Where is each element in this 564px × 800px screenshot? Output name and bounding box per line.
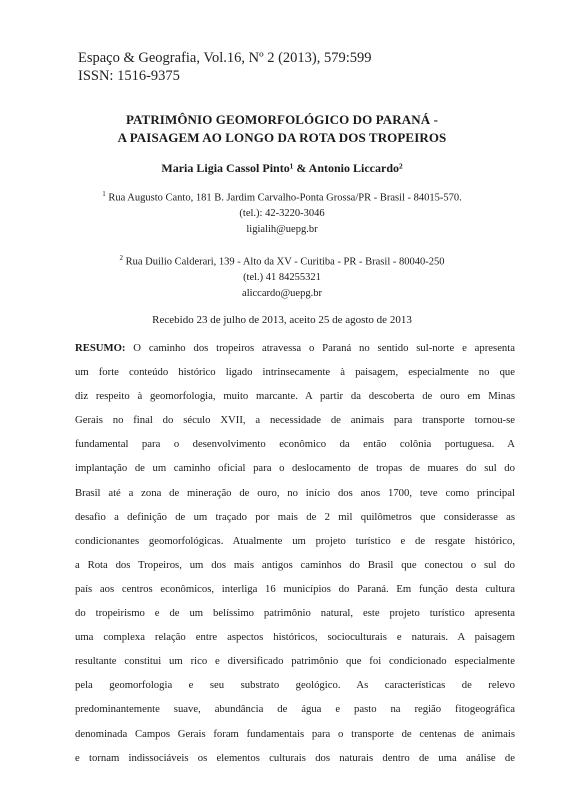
affiliation-1: [40, 187, 524, 237]
affiliation-2-marker: 2: [119, 254, 123, 262]
affiliation-1-phone: (tel.): 42-3220-3046: [239, 208, 325, 219]
affiliation-2-address: [40, 251, 524, 270]
abstract-line: uma complexa relação entre aspectos históricos, socioculturais e naturais. A paisagem: [75, 631, 515, 644]
abstract-line: e tornam indissociáveis os elementos culturais dos naturais dentro de uma análise de: [75, 751, 515, 764]
abstract-line: predominantemente suave, abundância de água e pasto na região fitogeográfica: [75, 703, 515, 716]
affiliation-2-address-text: Rua Duilio Calderari, 139 - Alto da XV - Curitiba - PR - Brasil - 80040-250: [125, 256, 445, 268]
abstract-line: fundamental para o desenvolvimento econômico da então colônia portuguesa. A: [75, 438, 515, 451]
journal-citation: Espaço & Geografia, Vol.16, Nº 2 (2013), 579:599: [78, 50, 372, 66]
abstract-line: diz respeito à geomorfologia, muito marcante. A partir da descoberta de ouro em Minas: [75, 390, 515, 403]
abstract-line: desafio a definição de um traçado por mais de 2 mil quilômetros que considerasse as: [75, 510, 515, 523]
abstract-line: Gerais no final do século XVII, a necessidade de animais para transporte tornou-se: [75, 414, 515, 427]
abstract-line: do tropeirismo e de um belíssimo patrimônio natural, este projeto turístico apresenta: [75, 607, 515, 620]
abstract-line: resultante constitui um rico e diversificado patrimônio que foi condicionado especialmente: [75, 655, 515, 668]
affiliation-1-email: ligialih@uepg.br: [246, 223, 318, 235]
abstract: [75, 339, 515, 773]
paper-title-line-1: PATRIMÔNIO GEOMORFOLÓGICO DO PARANÁ -: [125, 112, 439, 127]
journal-issn: ISSN: 1516-9375: [78, 68, 180, 84]
affiliation-2-email: aliccardo@uepg.br: [242, 287, 322, 299]
abstract-line: um forte conteúdo histórico ligado intrinsecamente à paisagem, especialmente no que: [75, 366, 515, 379]
journal-header: [78, 49, 372, 85]
abstract-line: país aos centros econômicos, interliga 16 municípios do Paraná. Em função desta cultura: [75, 582, 515, 595]
abstract-line: implantação de um caminho oficial para o deslocamento de tropas de muares do sul do: [75, 462, 515, 475]
abstract-line: a Rota dos Tropeiros, um dos mais antigos caminhos do Brasil que conectou o sul do: [75, 558, 515, 571]
abstract-first-line: O caminho dos tropeiros atravessa o Paraná no sentido sul-norte e apresenta: [125, 342, 515, 354]
affiliation-2-phone: (tel.) 41 84255321: [243, 272, 321, 283]
affiliation-1-marker: 1: [102, 190, 106, 198]
abstract-line: denominada Campos Gerais foram fundamentais para o transporte de centenas de animais: [75, 727, 515, 740]
paper-title: [40, 111, 524, 147]
received-dates: Recebido 23 de julho de 2013, aceito 25 de agosto de 2013: [152, 314, 412, 326]
abstract-label: RESUMO:: [75, 342, 126, 354]
paper-title-line-2: A PAISAGEM AO LONGO DA ROTA DOS TROPEIROS: [117, 130, 447, 145]
abstract-line: pela geomorfologia e seu substrato geológico. As características de relevo: [75, 679, 515, 692]
abstract-line: [75, 339, 515, 363]
abstract-line: condicionantes geomorfológicas. Atualmente um projeto turístico e de resgate histórico,: [75, 534, 515, 547]
affiliation-2: [40, 251, 524, 301]
affiliation-1-address-text: Rua Augusto Canto, 181 B. Jardim Carvalho-Ponta Grossa/PR - Brasil - 84015-570.: [108, 192, 462, 204]
affiliation-1-address: [40, 187, 524, 206]
abstract-line: Brasil até a zona de mineração de ouro, no início dos anos 1700, teve como principal: [75, 486, 515, 499]
paper-authors: Maria Ligia Cassol Pinto¹ & Antonio Liccardo²: [161, 161, 403, 175]
